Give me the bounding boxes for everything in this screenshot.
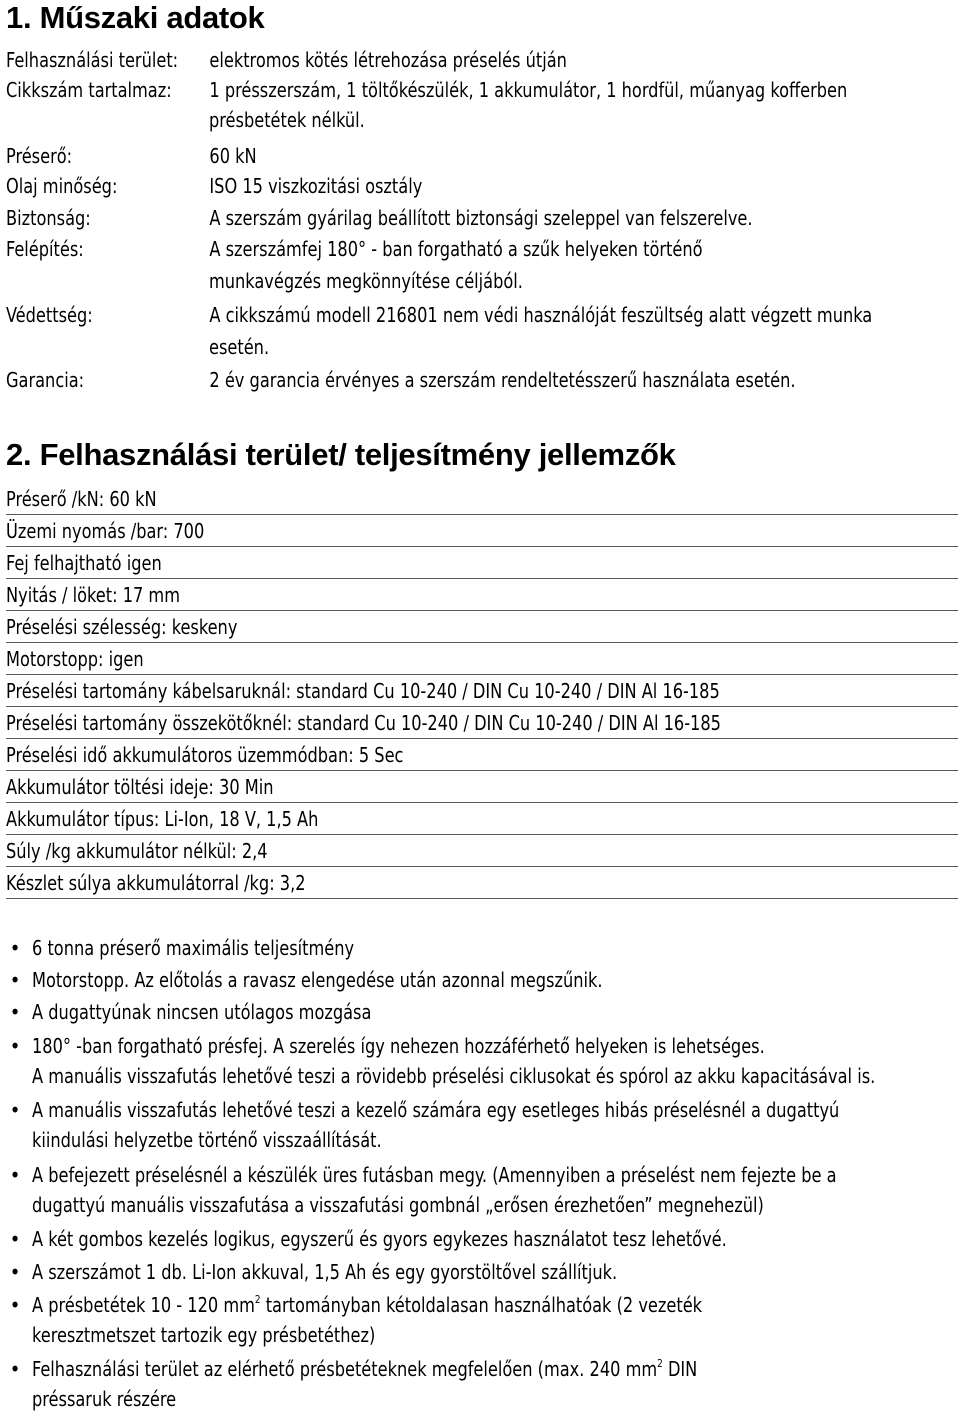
bullet-text-continuation: dugattyú manuális visszafutása a visszafutási gombnál „erősen érezhetően” megnehezül) [32, 1193, 764, 1217]
bullet-text: 6 tonna préserő maximális teljesítmény [32, 936, 355, 960]
bullet-icon: • [9, 968, 21, 992]
spec-value: 2 év garancia érvényes a szerszám rendeltetésszerű használata esetén. [209, 368, 796, 392]
spec-label: Felépítés: [6, 237, 84, 261]
spec-label: Garancia: [6, 368, 85, 392]
property-text: Akkumulátor töltési ideje: 30 Min [6, 775, 274, 799]
section-1-title: 1. Műszaki adatok [6, 0, 265, 35]
spec-label: Cikkszám tartalmaz: [6, 78, 172, 102]
bullet-text: Motorstopp. Az előtolás a ravasz elengedése után azonnal megszűnik. [32, 968, 603, 992]
spec-value: A szerszámfej 180° - ban forgatható a szűk helyeken történő [209, 237, 703, 261]
property-text: Akkumulátor típus: Li-Ion, 18 V, 1,5 Ah [6, 807, 319, 831]
spec-row-vedettseg [6, 300, 873, 330]
bullet-text-continuation: kiindulási helyzetbe történő visszaállítását. [32, 1128, 382, 1152]
spec-row-garancia [6, 365, 796, 395]
property-text: Préselési szélesség: keskeny [6, 615, 238, 639]
bullet-icon: • [9, 1163, 21, 1187]
bullet-text-continuation: A manuális visszafutás lehetővé teszi a rövidebb préselési ciklusokat és spórol az akku kapacitásával is. [32, 1064, 876, 1088]
spec-label: Védettség: [6, 303, 93, 327]
property-row [6, 675, 958, 707]
property-text: Motorstopp: igen [6, 647, 144, 671]
spec-row-cikkszam-tartalmaz [6, 75, 848, 105]
property-text: Üzemi nyomás /bar: 700 [6, 519, 205, 543]
bullet-icon: • [9, 1227, 21, 1251]
spec-value: ISO 15 viszkozitási osztály [209, 174, 423, 198]
spec-value: elektromos kötés létrehozása préselés útján [209, 48, 567, 72]
spec-value: A szerszám gyárilag beállított biztonsági szeleppel van felszerelve. [209, 206, 753, 230]
bullet-text: A szerszámot 1 db. Li-Ion akkuval, 1,5 Ah és egy gyorstöltővel szállítjuk. [32, 1260, 618, 1284]
spec-value-continuation: esetén. [209, 335, 270, 359]
spec-row-preserő [6, 141, 257, 171]
property-row [6, 835, 958, 867]
bullet-text: A két gombos kezelés logikus, egyszerű és gyors egykezes használatot tesz lehetővé. [32, 1227, 727, 1251]
property-row [6, 707, 958, 739]
bullet-icon: • [9, 1000, 21, 1024]
property-text: Fej felhajtható igen [6, 551, 162, 575]
spec-value-continuation: munkavégzés megkönnyítése céljából. [209, 269, 523, 293]
bullet-icon: • [9, 1260, 21, 1284]
bullet-icon: • [9, 936, 21, 960]
bullet-text: A dugattyúnak nincsen utólagos mozgása [32, 1000, 372, 1024]
property-text: Súly /kg akkumulátor nélkül: 2,4 [6, 839, 268, 863]
spec-value: 1 présszerszám, 1 töltőkészülék, 1 akkumulátor, 1 hordfül, műanyag kofferben [209, 78, 848, 102]
bullet-text: A manuális visszafutás lehetővé teszi a kezelő számára egy esetleges hibás préselésnél a dugattyú [32, 1098, 840, 1122]
property-row [6, 771, 958, 803]
bullet-icon: • [9, 1357, 21, 1381]
bullet-icon: • [9, 1293, 21, 1317]
property-text: Préselési tartomány kábelsaruknál: standard Cu 10-240 / DIN Cu 10-240 / DIN Al 16-185 [6, 679, 720, 703]
property-row [6, 643, 958, 675]
spec-row-biztonsag [6, 203, 753, 233]
spec-label: Olaj minőség: [6, 174, 118, 198]
bullet-text-continuation: keresztmetszet tartozik egy présbetéthez) [32, 1323, 376, 1347]
property-text: Préselési idő akkumulátoros üzemmódban: 5 Sec [6, 743, 404, 767]
spec-value-continuation: présbetétek nélkül. [209, 108, 365, 132]
property-text: Nyitás / löket: 17 mm [6, 583, 180, 607]
spec-row-felepites [6, 234, 703, 264]
spec-row-felhasznalasi-terulet [6, 45, 567, 75]
section-2-title: 2. Felhasználási terület/ teljesítmény jellemzők [6, 437, 676, 472]
spec-label: Felhasználási terület: [6, 48, 179, 72]
property-text: Préselési tartomány összekötőknél: standard Cu 10-240 / DIN Cu 10-240 / DIN Al 16-185 [6, 711, 721, 735]
spec-label: Biztonság: [6, 206, 91, 230]
bullet-text: Felhasználási terület az elérhető présbetéteknek megfelelően (max. 240 $mm^2$ DIN [32, 1357, 698, 1381]
spec-row-olaj-minoseg [6, 171, 423, 201]
bullet-text-continuation: préssaruk részére [32, 1387, 177, 1411]
property-row [6, 867, 958, 899]
bullet-text: 180° -ban forgatható présfej. A szerelés így nehezen hozzáférhető helyeken is lehetséges. [32, 1034, 765, 1058]
property-row [6, 547, 958, 579]
property-row [6, 515, 958, 547]
bullet-icon: • [9, 1034, 21, 1058]
property-text: Préserő /kN: 60 kN [6, 487, 157, 511]
bullet-icon: • [9, 1098, 21, 1122]
property-row [6, 611, 958, 643]
spec-value: A cikkszámú modell 216801 nem védi használóját feszültség alatt végzett munka [209, 303, 873, 327]
property-row [6, 579, 958, 611]
spec-label: Préserő: [6, 144, 73, 168]
property-row [6, 739, 958, 771]
spec-value: 60 kN [209, 144, 257, 168]
bullet-text: A présbetétek 10 - 120 $mm^2$ tartományban kétoldalasan használhatóak (2 vezeték [32, 1293, 703, 1317]
property-text: Készlet súlya akkumulátorral /kg: 3,2 [6, 871, 306, 895]
property-row [6, 803, 958, 835]
bullet-text: A befejezett préselésnél a készülék üres futásban megy. (Amennyiben a préselést nem fejezte be a [32, 1163, 837, 1187]
property-row [6, 483, 958, 515]
